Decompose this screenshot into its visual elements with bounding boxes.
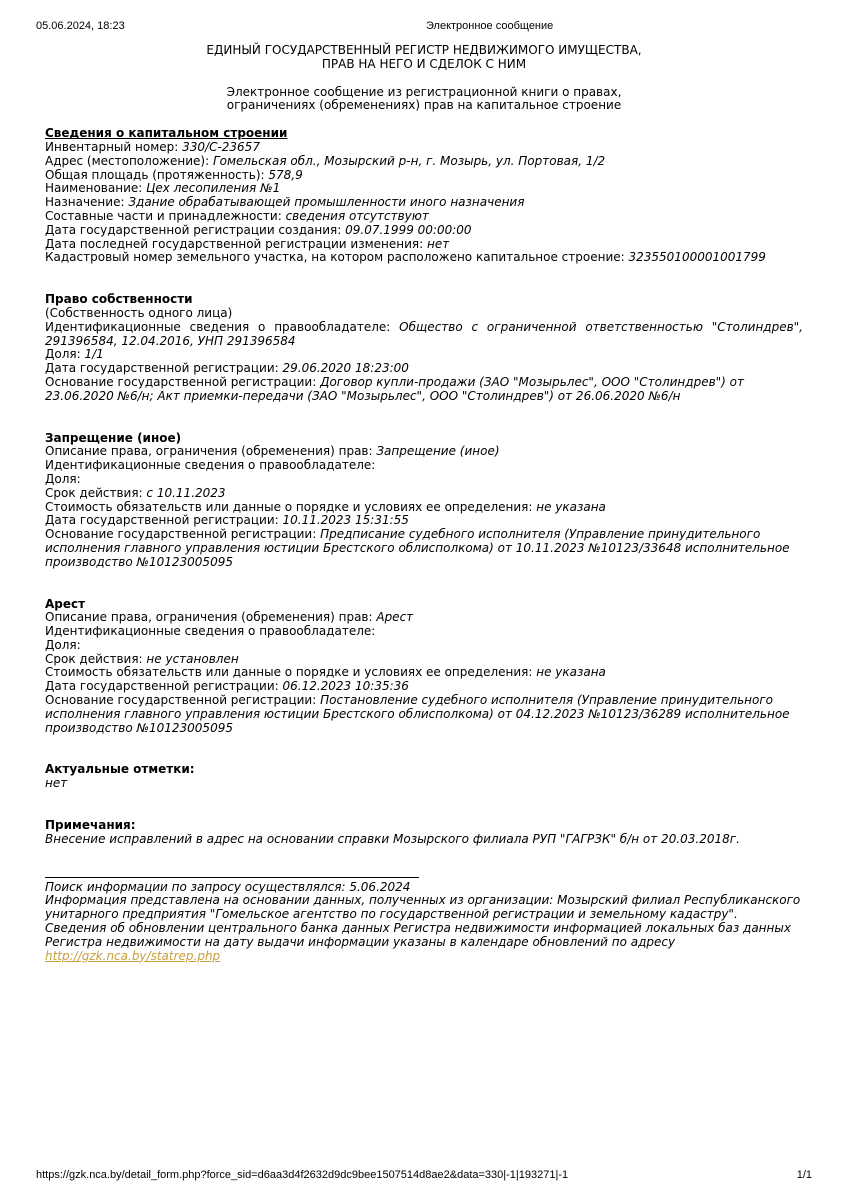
subtitle-line-1: Электронное сообщение из регистрационной книги о правах, [226,84,622,99]
field-value: 09.07.1999 00:00:00 [345,222,472,237]
field-purpose [45,196,803,210]
print-date: 05.06.2024, 18:23 [36,20,125,32]
field-value: Гомельская обл., Мозырский р-н, г. Мозырь, ул. Портовая, 1/2 [212,153,606,168]
field-value: Договор купли-продажи (ЗАО "Мозырьлес", ООО "Столиндрев") от 23.06.2020 №6/н; Акт приемки-передачи (ЗАО "Мозырьлес", ООО "Столиндрев") от 26.06.2020 №6/н [45,374,744,403]
arrest-share: Доля: [45,637,81,652]
arrest-cost [45,666,803,680]
field-value: 578,9 [268,167,303,182]
notes-value: Внесение исправлений в адрес на основании справки Мозырского филиала РУП "ГАГРЗК" б/н от 20.03.2018г. [45,831,740,846]
field-label: Составные части и принадлежности: [45,208,286,223]
field-creation-date [45,224,803,238]
field-cadastral-number [45,251,803,265]
field-inventory-number [45,141,803,155]
field-label: Дата государственной регистрации создания: [45,222,346,237]
field-label: Срок действия: [45,651,147,666]
field-address [45,155,803,169]
prohibition-share: Доля: [45,471,81,486]
field-label: Основание государственной регистрации: [45,527,321,542]
field-value: Постановление судебного исполнителя (Управление принудительного исполнения главного управления юстиции Брестского облисполкома) от 04.12.2023 №10123/36289 исполнительное производство №10123005095 [45,693,790,735]
print-title: Электронное сообщение [426,20,554,32]
arrest-section [45,598,803,736]
update-info-note: Сведения об обновлении центрального банка данных Регистра недвижимости информацией локальных баз данных Регистра недвижимости на дату выдачи информации указаны в календаре обновлений по адресу [45,921,791,949]
notes-heading: Примечания: [45,818,136,833]
field-label: Описание права, ограничения (обременения) прав: [45,444,377,459]
field-components [45,210,803,224]
building-section [45,127,803,265]
field-value: с 10.11.2023 [146,485,226,500]
arrest-desc [45,611,803,625]
ownership-reg-date [45,362,803,376]
ownership-heading: Право собственности [45,292,193,307]
arrest-term [45,653,803,667]
field-value: сведения отсутствуют [285,208,429,223]
field-label: Дата государственной регистрации: [45,513,283,528]
page-number: 1/1 [796,1169,812,1181]
document-title [45,44,803,72]
field-label: Дата последней государственной регистрации изменения: [45,236,427,251]
document-body [45,44,803,963]
field-label: Основание государственной регистрации: [45,374,321,389]
title-line-1: ЕДИНЫЙ ГОСУДАРСТВЕННЫЙ РЕГИСТР НЕДВИЖИМОГО ИМУЩЕСТВА, [206,43,642,57]
ownership-subheading: (Собственность одного лица) [45,305,233,320]
footer-notes [45,881,803,964]
field-value: не указана [536,499,606,514]
statrep-link[interactable]: http://gzk.nca.by/statrep.php [45,948,221,963]
field-label: Описание права, ограничения (обременения) прав: [45,610,377,625]
field-label: Общая площадь (протяженность): [45,167,269,182]
field-name [45,182,803,196]
arrest-basis [45,694,803,735]
prohibition-reg-date [45,514,803,528]
source-note: Информация представлена на основании данных, полученных из организации: Мозырский филиал Республиканского унитарного предприятия "Гомельское агентство по государственной регистрации и земельному кадастру". [45,893,801,922]
subtitle-line-2: ограничениях (обременениях) прав на капитальное строение [226,98,622,113]
print-footer [36,1169,812,1183]
prohibition-heading: Запрещение (иное) [45,430,182,445]
actual-marks-value: нет [45,776,68,791]
field-value: 10.11.2023 15:31:55 [282,513,409,528]
field-value: 06.12.2023 10:35:36 [282,679,409,694]
notes-section [45,819,803,847]
prohibition-basis [45,528,803,569]
field-value: Предписание судебного исполнителя (Управление принудительного исполнения главного управления юстиции Брестского облисполкома) от 10.11.2023 №10123/33648 исполнительное производство №10123005095 [45,527,790,569]
prohibition-cost [45,501,803,515]
field-label: Идентификационные сведения о правообладателе: [45,319,400,334]
field-value: 323550100001001799 [628,250,766,265]
prohibition-term [45,487,803,501]
field-label: Стоимость обязательств или данные о порядке и условиях ее определения: [45,665,537,680]
prohibition-holder: Идентификационные сведения о правообладателе: [45,458,376,473]
field-value: Цех лесопиления №1 [146,181,281,196]
actual-marks-heading: Актуальные отметки: [45,762,195,777]
field-value: нет [426,236,450,251]
field-label: Инвентарный номер: [45,139,183,154]
footer-divider [45,877,419,878]
field-value: 29.06.2020 18:23:00 [282,361,409,376]
field-value: Общество с ограниченной ответственностью "Столиндрев", 291396584, 12.04.2016, УНП 291396584 [45,319,803,348]
field-value: 330/С-23657 [182,139,260,154]
print-header [36,20,812,34]
field-label: Дата государственной регистрации: [45,361,283,376]
field-area [45,169,803,183]
title-line-2: ПРАВ НА НЕГО И СДЕЛОК С НИМ [321,56,527,71]
field-label: Основание государственной регистрации: [45,693,321,708]
field-label: Дата государственной регистрации: [45,679,283,694]
field-value: не указана [536,665,606,680]
field-label: Назначение: [45,195,129,210]
ownership-basis [45,376,803,404]
field-label: Срок действия: [45,485,147,500]
field-value: Здание обрабатывающей промышленности иного назначения [128,195,525,210]
document-subtitle [45,86,803,114]
field-label: Наименование: [45,181,147,196]
print-url: https://gzk.nca.by/detail_form.php?force_sid=d6aa3d4f2632d9dc9bee1507514d8ae2&data=330|-1|193271|-1 [36,1169,569,1181]
building-heading: Сведения о капитальном строении [45,126,288,141]
field-value: не установлен [146,651,239,666]
field-value: 1/1 [84,347,104,362]
ownership-section [45,293,803,403]
field-label: Адрес (местоположение): [45,153,213,168]
prohibition-desc [45,445,803,459]
search-date-note: Поиск информации по запросу осуществлялся: 5.06.2024 [45,879,411,894]
field-label: Кадастровый номер земельного участка, на котором расположено капитальное строение: [45,250,629,265]
actual-marks-section [45,763,803,791]
field-last-change-date [45,238,803,252]
arrest-heading: Арест [45,596,86,611]
field-label: Стоимость обязательств или данные о порядке и условиях ее определения: [45,499,537,514]
arrest-holder: Идентификационные сведения о правообладателе: [45,624,376,639]
field-value: Арест [376,610,414,625]
ownership-holder [45,321,803,349]
ownership-share [45,348,803,362]
field-value: Запрещение (иное) [376,444,500,459]
field-label: Доля: [45,347,85,362]
arrest-reg-date [45,680,803,694]
prohibition-section [45,432,803,570]
